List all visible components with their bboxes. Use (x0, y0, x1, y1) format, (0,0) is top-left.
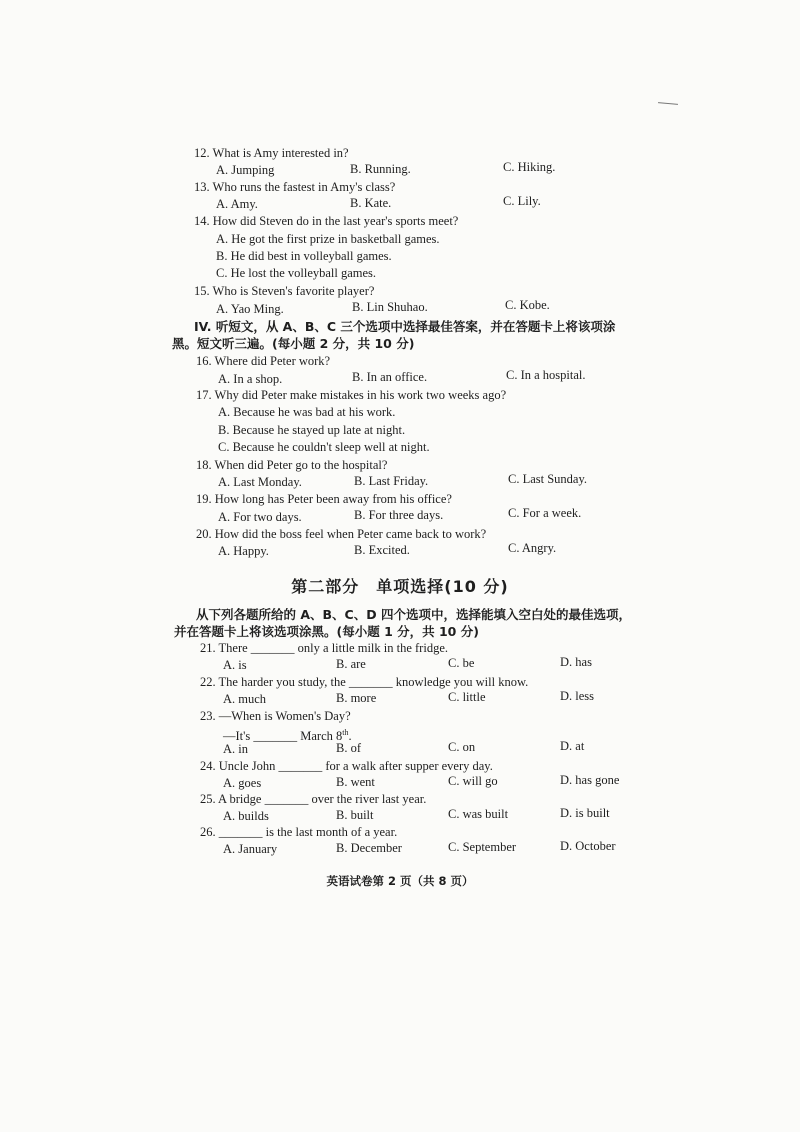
q23-option-d: D. at (560, 739, 585, 753)
q20-option-b: B. Excited. (354, 543, 410, 557)
question-26: 26. _______ is the last month of a year. (200, 825, 398, 839)
q15-option-b: B. Lin Shuhao. (352, 300, 428, 314)
q21-option-a: A. is (223, 658, 247, 672)
question-18: 18. When did Peter go to the hospital? (196, 458, 388, 472)
q25-option-d: D. is built (560, 806, 610, 820)
part-2-instructions-line1: 从下列各题所给的 A、B、C、D 四个选项中，选择能填入空白处的最佳选项， (196, 607, 631, 622)
q20-option-a: A. Happy. (218, 544, 269, 558)
q13-option-a: A. Amy. (216, 197, 258, 211)
q16-option-a: A. In a shop. (218, 372, 283, 386)
question-21: 21. There _______ only a little milk in the fridge. (200, 641, 448, 655)
q24-option-b: B. went (336, 775, 375, 789)
q12-option-a: A. Jumping (216, 163, 275, 177)
question-19: 19. How long has Peter been away from his office? (196, 492, 452, 506)
q26-option-a: A. January (223, 842, 278, 856)
q23-answer-end: . (348, 729, 352, 744)
q20-option-c: C. Angry. (508, 541, 557, 555)
q13-option-b: B. Kate. (350, 196, 392, 210)
q18-option-c: C. Last Sunday. (508, 472, 588, 486)
q22-option-a: A. much (223, 692, 267, 706)
q18-option-b: B. Last Friday. (354, 474, 429, 488)
question-25: 25. A bridge _______ over the river last year. (200, 792, 427, 806)
q24-option-c: C. will go (448, 774, 498, 788)
q16-option-b: B. In an office. (352, 370, 428, 384)
q23-option-c: C. on (448, 740, 476, 754)
question-12: 12. What is Amy interested in? (194, 146, 349, 160)
question-15: 15. Who is Steven's favorite player? (194, 284, 375, 298)
q21-option-d: D. has (560, 655, 592, 669)
question-17: 17. Why did Peter make mistakes in his work two weeks ago? (196, 388, 507, 402)
q23-answer-text: —It's _______ March 8 (223, 729, 343, 744)
q14-option-c: C. He lost the volleyball games. (216, 266, 377, 280)
question-22: 22. The harder you study, the _______ knowledge you will know. (200, 675, 529, 689)
q23-option-b: B. of (336, 741, 361, 755)
section-4-instructions-line1: IV. 听短文，从 A、B、C 三个选项中选择最佳答案，并在答题卡上将该项涂 (194, 319, 616, 334)
q15-option-c: C. Kobe. (505, 298, 550, 312)
q25-option-a: A. builds (223, 809, 269, 823)
q24-option-a: A. goes (223, 776, 262, 790)
q22-option-d: D. less (560, 689, 595, 703)
question-24: 24. Uncle John _______ for a walk after supper every day. (200, 759, 493, 773)
q26-option-b: B. December (336, 841, 402, 855)
q23-answer-sup: th (342, 728, 349, 737)
q12-option-c: C. Hiking. (503, 160, 556, 174)
question-23: 23. —When is Women's Day? (200, 709, 351, 723)
question-14: 14. How did Steven do in the last year's sports meet? (194, 214, 459, 228)
q17-option-b: B. Because he stayed up late at night. (218, 423, 406, 437)
q16-option-c: C. In a hospital. (506, 368, 586, 382)
part-2-instructions-line2: 并在答题卡上将该选项涂黑。(每小题 1 分，共 10 分) (174, 624, 479, 639)
q15-option-a: A. Yao Ming. (216, 302, 284, 316)
q26-option-d: D. October (560, 839, 616, 853)
question-20: 20. How did the boss feel when Peter came back to work? (196, 527, 487, 541)
q14-option-b: B. He did best in volleyball games. (216, 249, 392, 263)
q25-option-b: B. built (336, 808, 374, 822)
q24-option-d: D. has gone (560, 773, 620, 787)
page-footer: 英语试卷第 2 页（共 8 页） (326, 874, 474, 888)
q12-option-b: B. Running. (350, 162, 411, 176)
q14-option-a: A. He got the first prize in basketball games. (216, 232, 440, 246)
part-2-title: 第二部分 单项选择(10 分) (291, 577, 509, 596)
q19-option-c: C. For a week. (508, 506, 582, 520)
question-13: 13. Who runs the fastest in Amy's class? (194, 180, 396, 194)
q17-option-a: A. Because he was bad at his work. (218, 405, 396, 419)
q19-option-b: B. For three days. (354, 508, 444, 522)
q23-option-a: A. in (223, 742, 248, 756)
q21-option-c: C. be (448, 656, 475, 670)
question-16: 16. Where did Peter work? (196, 354, 331, 368)
section-4-instructions-line2: 黑。短文听三遍。(每小题 2 分，共 10 分) (172, 336, 415, 351)
q21-option-b: B. are (336, 657, 366, 671)
q22-option-c: C. little (448, 690, 486, 704)
q26-option-c: C. September (448, 840, 517, 854)
q13-option-c: C. Lily. (503, 194, 541, 208)
q17-option-c: C. Because he couldn't sleep well at night. (218, 440, 430, 454)
q19-option-a: A. For two days. (218, 510, 302, 524)
q18-option-a: A. Last Monday. (218, 475, 302, 489)
q22-option-b: B. more (336, 691, 377, 705)
q25-option-c: C. was built (448, 807, 509, 821)
